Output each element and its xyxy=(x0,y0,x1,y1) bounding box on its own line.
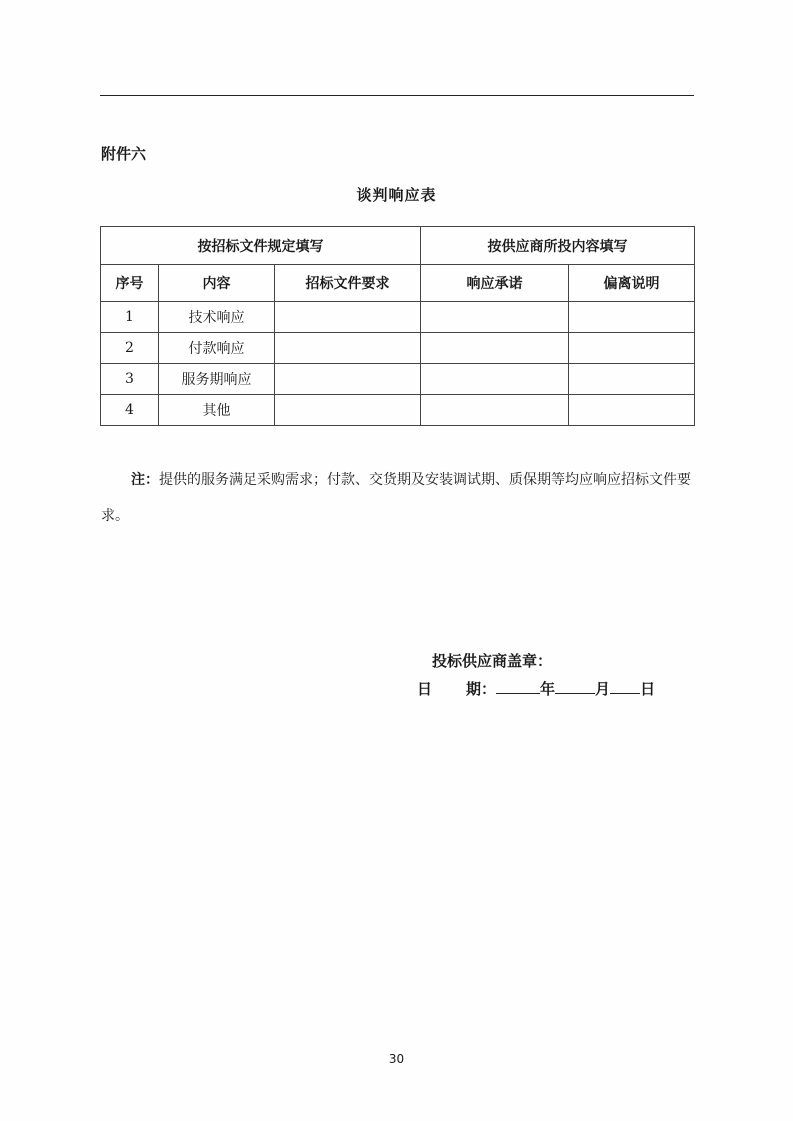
group-header-supplier: 按供应商所投内容填写 xyxy=(421,227,695,265)
cell-content: 其他 xyxy=(159,395,275,426)
column-header-commitment: 响应承诺 xyxy=(421,265,569,302)
cell-no: 2 xyxy=(101,333,159,364)
column-header-deviation: 偏离说明 xyxy=(569,265,695,302)
cell-deviation[interactable] xyxy=(569,333,695,364)
table-column-header-row xyxy=(101,265,695,302)
cell-commitment[interactable] xyxy=(421,302,569,333)
cell-no: 4 xyxy=(101,395,159,426)
month-blank[interactable] xyxy=(555,678,595,694)
note-text: 提供的服务满足采购需求；付款、交货期及安装调试期、质保期等均应响应招标文件要求。 xyxy=(101,472,691,524)
year-label: 年 xyxy=(540,680,556,698)
cell-content: 付款响应 xyxy=(159,333,275,364)
day-label: 日 xyxy=(640,680,656,698)
group-header-tender: 按招标文件规定填写 xyxy=(101,227,421,265)
response-table xyxy=(100,226,695,426)
cell-deviation[interactable] xyxy=(569,395,695,426)
document-title: 谈判响应表 xyxy=(356,186,437,204)
cell-requirement[interactable] xyxy=(275,364,421,395)
table-group-header-row xyxy=(101,227,695,265)
cell-requirement[interactable] xyxy=(275,302,421,333)
table-row xyxy=(101,302,695,333)
attachment-label: 附件六 xyxy=(101,145,147,163)
cell-no: 1 xyxy=(101,302,159,333)
cell-no: 3 xyxy=(101,364,159,395)
cell-commitment[interactable] xyxy=(421,333,569,364)
column-header-requirement: 招标文件要求 xyxy=(275,265,421,302)
seal-label: 投标供应商盖章： xyxy=(432,652,553,670)
table-row xyxy=(101,364,695,395)
cell-requirement[interactable] xyxy=(275,333,421,364)
cell-commitment[interactable] xyxy=(421,395,569,426)
cell-requirement[interactable] xyxy=(275,395,421,426)
table-row xyxy=(101,333,695,364)
cell-content: 技术响应 xyxy=(159,302,275,333)
year-blank[interactable] xyxy=(496,678,540,694)
column-header-no: 序号 xyxy=(101,265,159,302)
column-header-content: 内容 xyxy=(159,265,275,302)
page-number: 30 xyxy=(388,1052,405,1066)
date-label-char-1: 日 xyxy=(417,680,433,698)
cell-commitment[interactable] xyxy=(421,364,569,395)
table-row xyxy=(101,395,695,426)
date-label-char-2: 期： xyxy=(466,680,497,698)
note-paragraph xyxy=(101,462,695,534)
date-line xyxy=(417,678,655,699)
cell-content: 服务期响应 xyxy=(159,364,275,395)
note-label: 注： xyxy=(131,472,159,488)
month-label: 月 xyxy=(595,680,611,698)
cell-deviation[interactable] xyxy=(569,364,695,395)
cell-deviation[interactable] xyxy=(569,302,695,333)
header-rule xyxy=(100,95,694,96)
day-blank[interactable] xyxy=(610,678,640,694)
